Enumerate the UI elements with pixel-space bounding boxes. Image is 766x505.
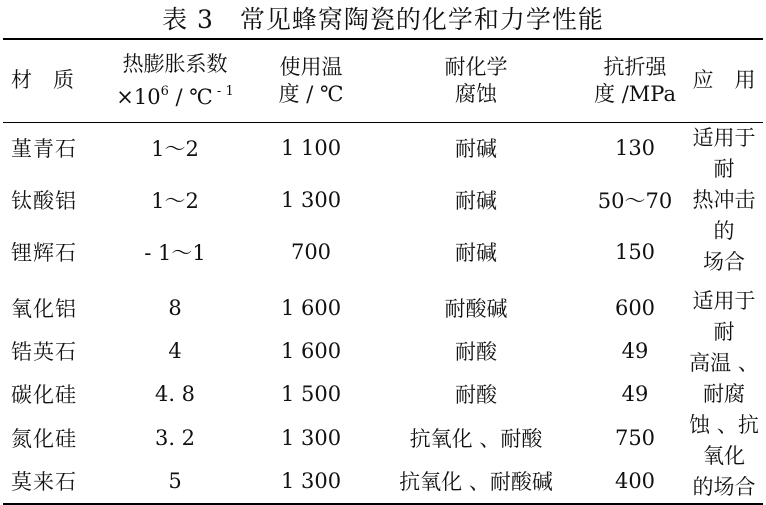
- cell-temperature: 1 600: [280, 295, 342, 320]
- table-row: [3, 373, 763, 416]
- header-application: 应 用: [692, 68, 756, 93]
- cell-temperature: 1 300: [280, 425, 342, 450]
- table-row: [3, 459, 763, 503]
- header-temperature: 使用温 度 / ℃: [278, 54, 344, 106]
- cell-temperature: 700: [290, 239, 332, 264]
- cell-application-group1: 适用于耐 热冲击的 场合: [692, 125, 756, 274]
- cell-temperature: 1 300: [280, 188, 342, 213]
- table-row: [3, 174, 763, 226]
- table-row: [3, 278, 763, 330]
- cell-expansion: - 1～1: [144, 240, 206, 265]
- cell-corrosion: 抗氧化 、耐酸碱: [399, 469, 553, 494]
- cell-strength: 400: [614, 468, 656, 493]
- cell-application-group2: 适用于耐 高温 、耐腐 蚀 、抗氧化 的场合: [689, 288, 759, 499]
- ceramics-properties-table: [3, 38, 763, 505]
- table-title: 表 3 常见蜂窝陶瓷的化学和力学性能: [162, 5, 604, 34]
- table-row: [3, 330, 763, 373]
- cell-temperature: 1 100: [280, 136, 342, 161]
- cell-expansion: 4. 8: [154, 382, 196, 407]
- header-material: 材 质: [11, 68, 74, 93]
- cell-material: 钛酸铝: [11, 189, 77, 214]
- cell-corrosion: 耐酸碱: [444, 296, 508, 321]
- cell-corrosion: 耐酸: [455, 383, 497, 408]
- header-strength: 抗折强 度 /MPa: [594, 54, 676, 106]
- cell-material: 堇青石: [11, 137, 77, 162]
- cell-strength: 49: [621, 339, 649, 364]
- cell-material: 锆英石: [11, 340, 77, 365]
- table-row: [3, 226, 763, 278]
- cell-material: 莫来石: [11, 469, 77, 494]
- header-row: [3, 39, 763, 122]
- cell-expansion: 1～2: [151, 137, 199, 162]
- cell-corrosion: 耐碱: [455, 137, 497, 162]
- cell-corrosion: 耐碱: [455, 189, 497, 214]
- cell-temperature: 1 600: [280, 339, 342, 364]
- cell-expansion: 8: [168, 295, 182, 320]
- cell-expansion: 4: [168, 339, 182, 364]
- cell-expansion: 1～2: [151, 189, 199, 214]
- cell-material: 锂辉石: [11, 240, 77, 265]
- cell-strength: 130: [614, 136, 656, 161]
- cell-temperature: 1 300: [280, 468, 342, 493]
- cell-material: 氮化硅: [11, 426, 77, 451]
- cell-strength: 50～70: [597, 189, 673, 214]
- cell-strength: 600: [614, 295, 656, 320]
- cell-material: 氧化铝: [11, 296, 77, 321]
- cell-corrosion: 耐酸: [455, 340, 497, 365]
- cell-expansion: 5: [168, 468, 182, 493]
- cell-material: 碳化硅: [11, 383, 77, 408]
- cell-strength: 49: [621, 382, 649, 407]
- cell-strength: 750: [614, 425, 656, 450]
- cell-expansion: 3. 2: [154, 425, 196, 450]
- header-corrosion: 耐化学 腐蚀: [444, 54, 508, 106]
- table-row: [3, 122, 763, 174]
- cell-strength: 150: [614, 239, 656, 264]
- header-expansion: 热膨胀系数 $\times 10^6$ / ℃ $^{- 1}$: [116, 51, 234, 109]
- table-row: [3, 416, 763, 459]
- cell-corrosion: 耐碱: [455, 240, 497, 265]
- cell-temperature: 1 500: [280, 382, 342, 407]
- cell-corrosion: 抗氧化 、耐酸: [409, 426, 543, 451]
